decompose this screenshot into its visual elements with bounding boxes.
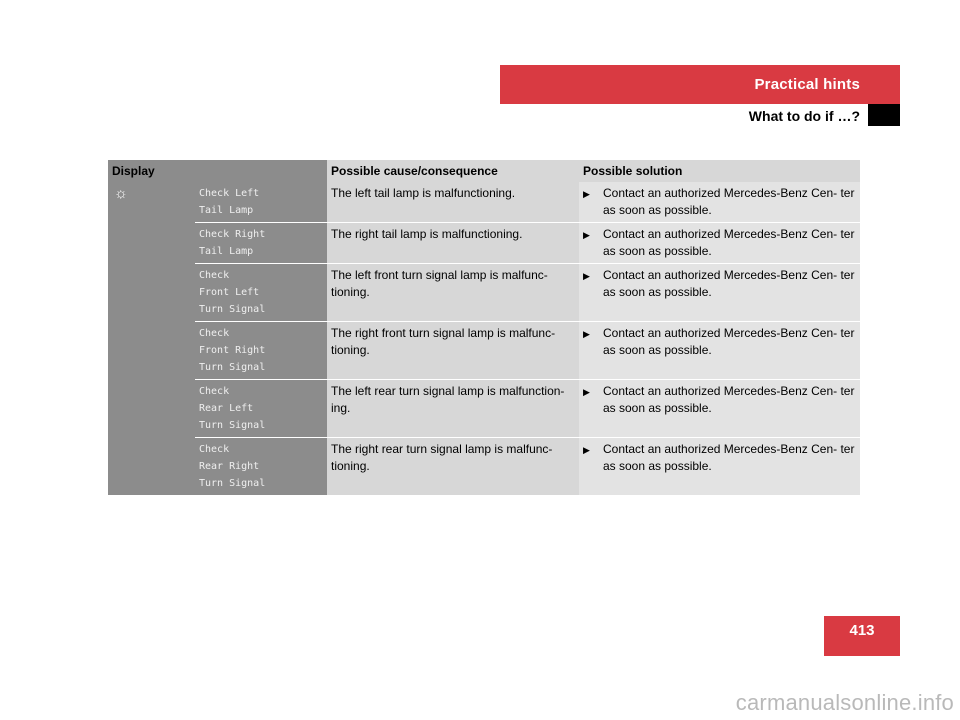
arrow-bullet-icon: ▶	[583, 271, 590, 281]
arrow-bullet-icon: ▶	[583, 445, 590, 455]
table-row	[108, 380, 860, 438]
solution-cell	[579, 182, 860, 223]
cause-text: The left rear turn signal lamp is malfunction- ing.	[327, 380, 579, 438]
header-marker	[868, 104, 900, 126]
solution-cell	[579, 264, 860, 322]
arrow-bullet-icon: ▶	[583, 189, 590, 199]
display-message: Check Front Right Turn Signal	[195, 322, 327, 380]
table-row	[108, 182, 860, 223]
column-header-display: Display	[108, 160, 327, 182]
cause-text: The right front turn signal lamp is malfunc- tioning.	[327, 322, 579, 380]
solution-cell	[579, 223, 860, 264]
solution-text: Contact an authorized Mercedes-Benz Cen- ter as soon as possible.	[603, 442, 855, 473]
section-title: Practical hints	[754, 76, 860, 93]
table-row	[108, 223, 860, 264]
cause-text: The right rear turn signal lamp is malfunc- tioning.	[327, 438, 579, 496]
display-message: Check Rear Left Turn Signal	[195, 380, 327, 438]
section-subtitle: What to do if …?	[748, 108, 860, 124]
solution-cell	[579, 380, 860, 438]
arrow-bullet-icon: ▶	[583, 387, 590, 397]
page-number-box	[824, 616, 900, 656]
column-header-cause: Possible cause/consequence	[327, 160, 579, 182]
display-message: Check Left Tail Lamp	[195, 182, 327, 223]
cause-text: The left front turn signal lamp is malfunc- tioning.	[327, 264, 579, 322]
table-header-row	[108, 160, 860, 182]
solution-text: Contact an authorized Mercedes-Benz Cen- ter as soon as possible.	[603, 268, 855, 299]
solution-text: Contact an authorized Mercedes-Benz Cen- ter as soon as possible.	[603, 326, 855, 357]
arrow-bullet-icon: ▶	[583, 329, 590, 339]
solution-text: Contact an authorized Mercedes-Benz Cen- ter as soon as possible.	[603, 186, 855, 217]
arrow-bullet-icon: ▶	[583, 230, 590, 240]
cause-text: The left tail lamp is malfunctioning.	[327, 182, 579, 223]
display-message: Check Front Left Turn Signal	[195, 264, 327, 322]
table-row	[108, 322, 860, 380]
solution-text: Contact an authorized Mercedes-Benz Cen- ter as soon as possible.	[603, 227, 855, 258]
display-message: Check Rear Right Turn Signal	[195, 438, 327, 496]
messages-table	[108, 160, 860, 496]
cause-text: The right tail lamp is malfunctioning.	[327, 223, 579, 264]
light-bulb-icon: ☼	[114, 185, 128, 202]
column-header-solution: Possible solution	[579, 160, 860, 182]
solution-cell	[579, 438, 860, 496]
watermark: carmanualsonline.info	[735, 690, 954, 715]
table-row	[108, 264, 860, 322]
display-icon-cell	[108, 182, 195, 496]
display-message: Check Right Tail Lamp	[195, 223, 327, 264]
table-row	[108, 438, 860, 496]
page-number: 413	[849, 622, 875, 639]
header-band	[500, 65, 900, 104]
solution-text: Contact an authorized Mercedes-Benz Cen- ter as soon as possible.	[603, 384, 855, 415]
solution-cell	[579, 322, 860, 380]
